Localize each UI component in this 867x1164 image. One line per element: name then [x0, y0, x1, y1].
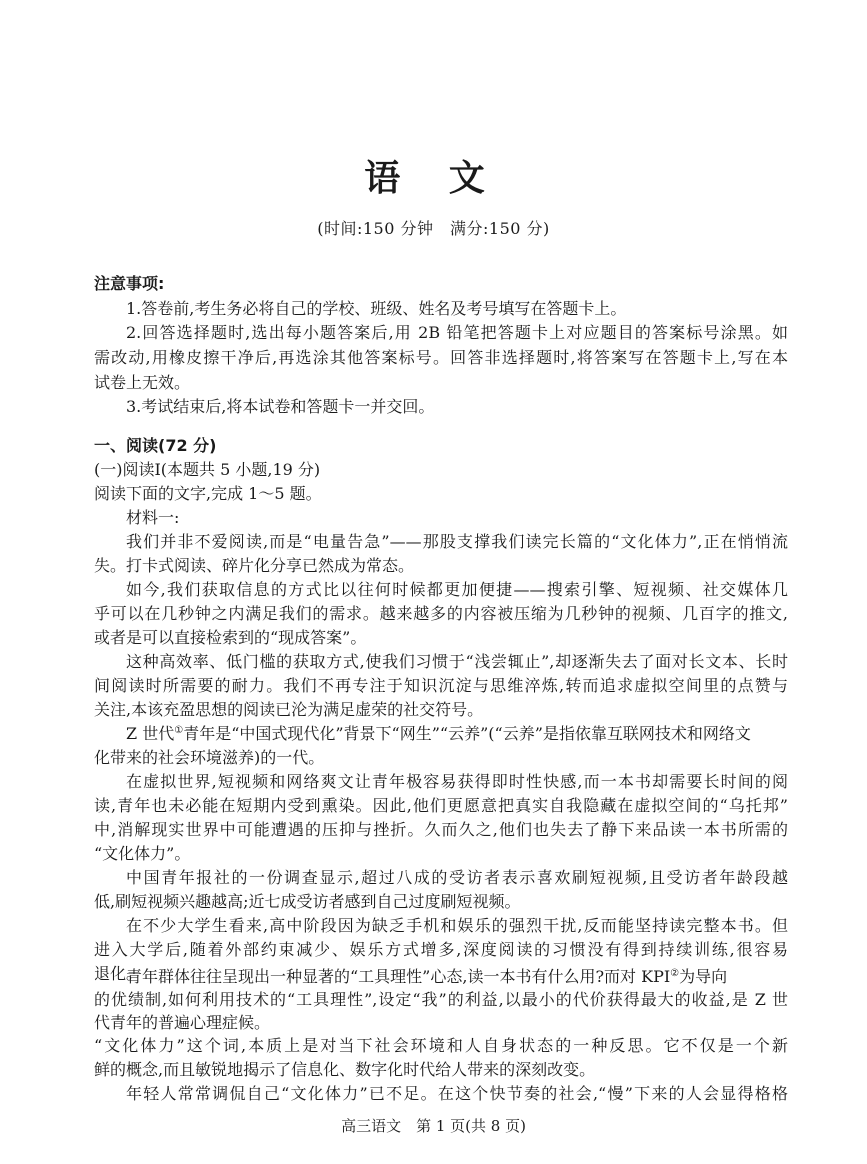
paragraph-3-line-2: 间阅读时所需要的耐力。我们不再专注于知识沉淀与思维淬炼,转而追求虚拟空间里的点赞与 — [94, 676, 788, 695]
page-footer: 高三语文 第 1 页(共 8 页) — [341, 1117, 526, 1135]
section-subheading: (一)阅读Ⅰ(本题共 5 小题,19 分) — [94, 460, 321, 479]
notice-item-2-line-3: 试卷上无效。 — [94, 373, 191, 392]
paragraph-2-line-2: 乎可以在几秒钟之内满足我们的需求。越来越多的内容被压缩为几秒钟的视频、几百字的推文, — [94, 604, 788, 623]
paragraph-9-line-2: 鲜的概念,而且敏锐地揭示了信息化、数字化时代给人带来的深刻改变。 — [94, 1060, 596, 1079]
paragraph-1-line-1: 我们并非不爱阅读,而是“电量告急”——那股支撑我们读完长篇的“文化体力”,正在悄悄流 — [126, 532, 788, 551]
paragraph-5-line-2: 读,青年也未必能在短期内受到熏染。因此,他们更愿意把真实自我隐藏在虚拟空间的“乌托邦” — [94, 796, 788, 815]
paragraph-1-line-2: 失。打卡式阅读、碎片化分享已然成为常态。 — [94, 556, 415, 575]
paragraph-6-line-1: 中国青年报社的一份调查显示,超过八成的受访者表示喜欢刷短视频,且受访者年龄段越 — [126, 868, 788, 887]
paragraph-10-line-1: 年轻人常常调侃自己“文化体力”已不足。在这个快节奏的社会,“慢”下来的人会显得格格 — [126, 1084, 788, 1103]
paragraph-9-line-1: “文化体力”这个词,本质上是对当下社会环境和人自身状态的一种反思。它不仅是一个新 — [94, 1036, 788, 1055]
footnote-marker-2: ② — [670, 968, 680, 979]
notice-item-1: 1.答卷前,考生务必将自己的学校、班级、姓名及考号填写在答题卡上。 — [126, 299, 627, 318]
notice-item-2-line-2: 需改动,用橡皮擦干净后,再选涂其他答案标号。回答非选择题时,将答案写在答题卡上,写在本 — [94, 348, 788, 367]
paragraph-8-line-3: 代青年的普遍心理症候。 — [94, 1013, 271, 1032]
paragraph-8-line-1 — [126, 967, 727, 987]
notice-item-2-line-1: 2.回答选择题时,选出每小题答案后,用 2B 铅笔把答题卡上对应题目的答案标号涂黑。如 — [126, 323, 788, 342]
paragraph-8-line-2: 的优绩制,如何利用技术的“工具理性”,设定“我”的利益,以最小的代价获得最大的收益,是 Z 世 — [94, 990, 788, 1009]
paragraph-7-line-1: 在不少大学生看来,高中阶段因为缺乏手机和娱乐的强烈干扰,反而能坚持读完整本书。但 — [126, 916, 788, 935]
paragraph-5-line-4: “文化体力”。 — [94, 844, 191, 863]
section-instruction: 阅读下面的文字,完成 1～5 题。 — [94, 484, 322, 503]
exam-time-score: (时间:150 分钟 满分:150 分) — [317, 219, 550, 238]
paragraph-5-line-3: 中,消解现实世界中可能遭遇的压抑与挫折。久而久之,他们也失去了静下来品读一本书所需的 — [94, 820, 788, 839]
paragraph-2-line-3: 或者是可以直接检索到的“现成答案”。 — [94, 628, 367, 647]
paragraph-4-line-2: 化带来的社会环境滋养)的一代。 — [94, 748, 325, 767]
notice-item-3: 3.考试结束后,将本试卷和答题卡一并交回。 — [126, 397, 435, 416]
paragraph-6-line-2: 低,刷短视频兴趣越高;近七成受访者感到自己过度刷短视频。 — [94, 892, 521, 911]
notice-heading: 注意事项: — [94, 274, 165, 293]
paragraph-7-line-2: 进入大学后,随着外部约束减少、娱乐方式增多,深度阅读的习惯没有得到持续训练,很容易 — [94, 940, 788, 959]
paragraph-3-line-3: 关注,本该充盈思想的阅读已沦为满足虚荣的社交符号。 — [94, 700, 484, 719]
z-generation-label: Z 世代 — [126, 724, 175, 743]
section-heading: 一、阅读(72 分) — [94, 436, 217, 455]
material-label: 材料一: — [126, 508, 180, 527]
paragraph-5-line-1: 在虚拟世界,短视频和网络爽文让青年极容易获得即时性快感,而一本书却需要长时间的阅 — [126, 772, 788, 791]
paragraph-7-line-3: 退化。 — [94, 964, 143, 983]
paragraph-4-line-1-text: 青年是“中国式现代化”背景下“网生”“云养”(“云养”是指依靠互联网技术和网络文 — [183, 724, 751, 743]
paragraph-3-line-1: 这种高效率、低门槛的获取方式,使我们习惯于“浅尝辄止”,却逐渐失去了面对长文本、长时 — [126, 652, 788, 671]
paragraph-2-line-1: 如今,我们获取信息的方式比以往何时候都更加便捷——搜索引擎、短视频、社交媒体几 — [126, 580, 788, 599]
paragraph-8-line-1-text-b: 为导向 — [679, 967, 728, 986]
paragraph-8-line-1-text-a: 青年群体往往呈现出一种显著的“工具理性”心态,读一本书有什么用?而对 KPI — [126, 967, 671, 986]
page-title: 语 文 — [364, 158, 503, 199]
footnote-marker-1: ① — [174, 725, 184, 736]
paragraph-4-line-1 — [126, 724, 751, 744]
